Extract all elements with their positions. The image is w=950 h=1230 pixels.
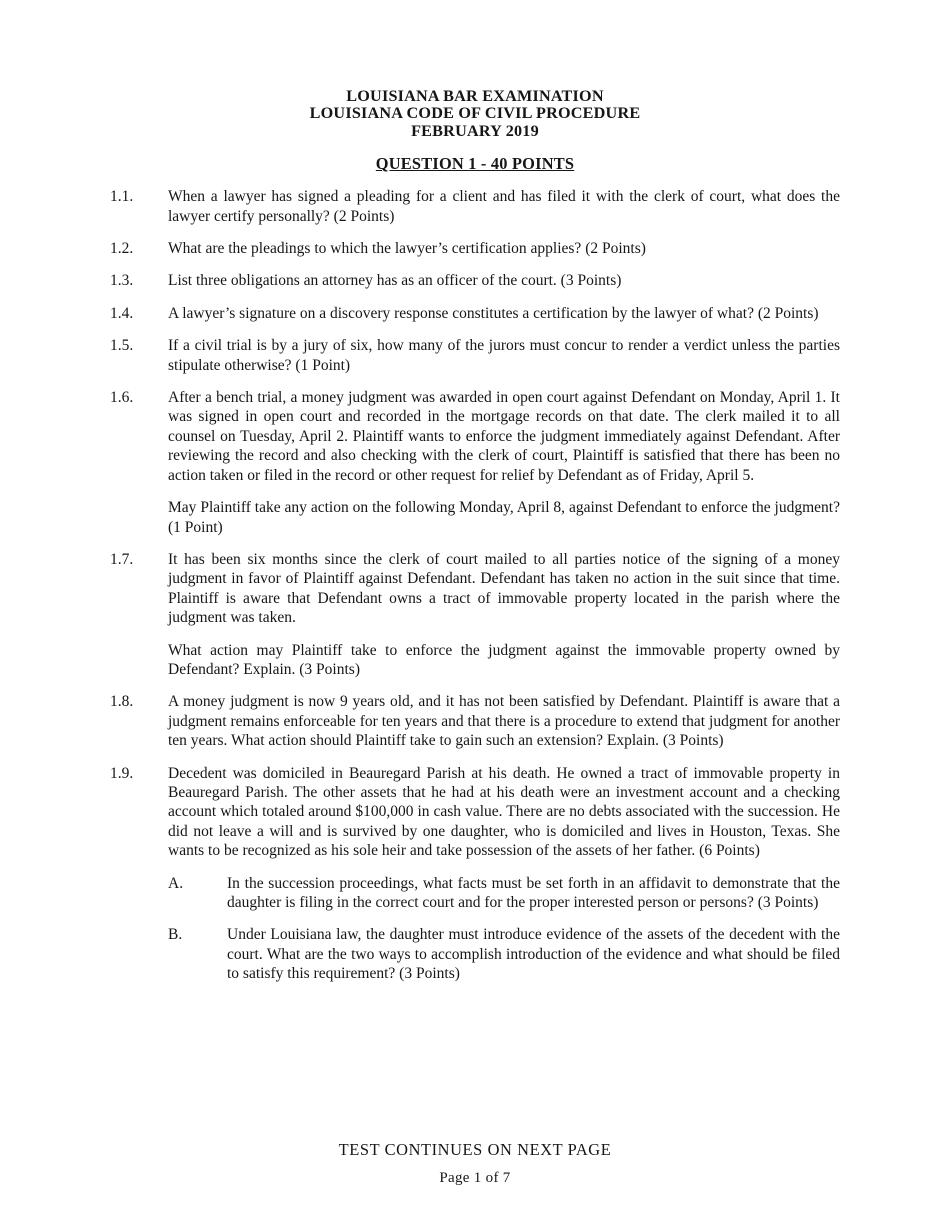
- question-item-number: 1.7.: [110, 550, 134, 568]
- question-item-paragraph: A money judgment is now 9 years old, and it has not been satisfied by Defendant. Plaintiff is aware that a judgment remains enforceable for ten years and that there is a procedure to extend that judgment for another ten years. What action should Plaintiff take to gain such an extension? Explain. (3 Points): [168, 693, 840, 750]
- question-item: [110, 304, 840, 323]
- question-item: [110, 187, 840, 226]
- document-title-line-2: LOUISIANA CODE OF CIVIL PROCEDURE: [309, 104, 641, 123]
- question-subitem-text: Under Louisiana law, the daughter must introduce evidence of the assets of the decedent with the court. What are the two ways to accomplish introduction of the evidence and what should be filed to satisfy this requirement? (3 Points): [227, 926, 840, 983]
- question-item: [110, 271, 840, 290]
- question-list: [110, 187, 840, 983]
- question-item-paragraph: May Plaintiff take any action on the following Monday, April 8, against Defendant to enforce the judgment? (1 Point): [168, 499, 840, 536]
- question-item-body: [168, 271, 840, 290]
- question-item-body: [168, 764, 840, 984]
- question-item-body: [168, 692, 840, 750]
- question-item-number: 1.1.: [110, 188, 134, 206]
- question-item: [110, 336, 840, 375]
- question-item-number: 1.8.: [110, 693, 134, 711]
- question-item-number: 1.2.: [110, 240, 134, 258]
- continue-notice: TEST CONTINUES ON NEXT PAGE: [338, 1140, 612, 1159]
- question-item-body: [168, 187, 840, 226]
- question-item-paragraph: A lawyer’s signature on a discovery response constitutes a certification by the lawyer of what? (2 Points): [168, 304, 819, 322]
- question-item-number: 1.5.: [110, 337, 134, 355]
- question-item: [110, 764, 840, 984]
- document-title: [110, 88, 840, 140]
- question-subitem-text: In the succession proceedings, what facts must be set forth in an affidavit to demonstrate that the daughter is filing in the correct court and for the proper interested person or persons? (3 Points): [227, 874, 840, 911]
- question-item-body: [168, 239, 840, 258]
- question-item-paragraph: When a lawyer has signed a pleading for a client and has filed it with the clerk of court, what does the lawyer certify personally? (2 Points): [168, 188, 840, 225]
- question-item-number: 1.3.: [110, 272, 134, 290]
- page-number: Page 1 of 7: [439, 1170, 511, 1186]
- question-item-paragraph: List three obligations an attorney has as an officer of the court. (3 Points): [168, 272, 622, 290]
- question-item: [110, 692, 840, 750]
- question-subitem-letter: B.: [168, 926, 183, 944]
- question-item-number: 1.6.: [110, 389, 134, 407]
- question-subitem: [168, 925, 840, 983]
- question-item-paragraph: What action may Plaintiff take to enforce the judgment against the immovable property owned by Defendant? Explain. (3 Points): [168, 641, 840, 678]
- question-item-number: 1.4.: [110, 304, 134, 322]
- question-item: [110, 550, 840, 679]
- question-heading: QUESTION 1 - 40 POINTS: [375, 154, 575, 174]
- question-item-body: [168, 550, 840, 679]
- document-title-line-3: FEBRUARY 2019: [411, 121, 539, 140]
- document-title-line-1: LOUISIANA BAR EXAMINATION: [346, 87, 604, 105]
- question-item-number: 1.9.: [110, 764, 134, 782]
- question-subitem: [168, 874, 840, 913]
- question-item-body: [168, 336, 840, 375]
- question-item: [110, 239, 840, 258]
- question-item-paragraph: It has been six months since the clerk of court mailed to all parties notice of the signing of a money judgment in favor of Plaintiff against Defendant. Defendant has taken no action in the suit since that time. Plaintiff is aware that Defendant owns a tract of immovable property located in the parish where the judgment was taken.: [168, 550, 840, 627]
- question-item-paragraph: If a civil trial is by a jury of six, how many of the jurors must concur to render a verdict unless the parties stipulate otherwise? (1 Point): [168, 337, 840, 374]
- question-item-paragraph: Decedent was domiciled in Beauregard Parish at his death. He owned a tract of immovable property in Beauregard Parish. The other assets that he had at his death were an investment account and a checking account which totaled around $100,000 in cash value. There are no debts associated with the succession. He did not leave a will and is survived by one daughter, who is domiciled and lives in Houston, Texas. She wants to be recognized as his sole heir and take possession of the assets of her father. (6 Points): [168, 764, 840, 860]
- question-subitem-letter: A.: [168, 874, 184, 892]
- question-item: [110, 388, 840, 537]
- question-item-body: [168, 388, 840, 537]
- question-item-body: [168, 304, 840, 323]
- question-item-paragraph: What are the pleadings to which the lawyer’s certification applies? (2 Points): [168, 240, 646, 258]
- question-item-paragraph: After a bench trial, a money judgment was awarded in open court against Defendant on Monday, April 1. It was signed in open court and recorded in the mortgage records on that date. The clerk mailed it to all counsel on Tuesday, April 2. Plaintiff wants to enforce the judgment immediately against Defendant. After reviewing the record and also checking with the clerk of court, Plaintiff is satisfied that there has been no action taken or filed in the record or other request for relief by Defendant as of Friday, April 5.: [168, 389, 840, 484]
